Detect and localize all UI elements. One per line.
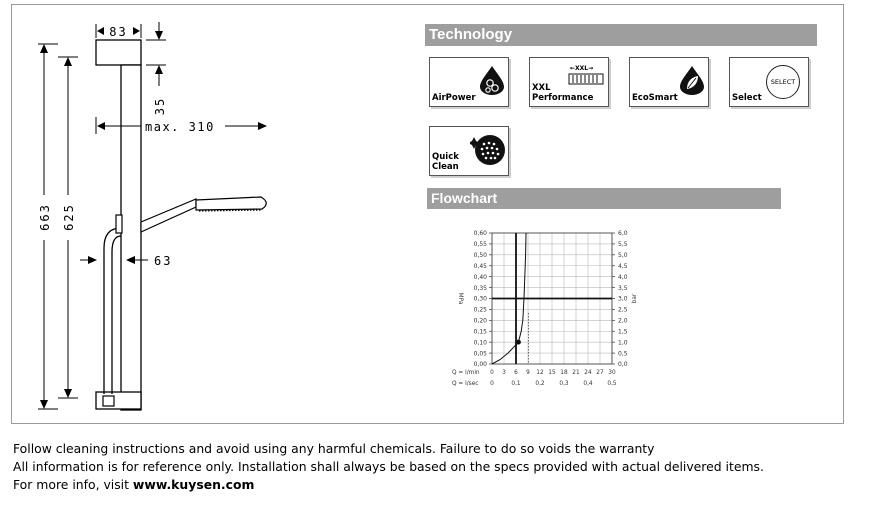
- dim-hose-offset: 63: [154, 254, 173, 268]
- y2-tick-label: 1,5: [618, 328, 628, 336]
- x2-tick-label: 0,2: [535, 381, 545, 387]
- y2-tick-label: 3,0: [618, 295, 628, 303]
- leaf-drop-icon: [678, 64, 706, 96]
- tech-airpower: [429, 57, 509, 107]
- dim-total-height: 663: [38, 203, 52, 231]
- flow-chart: [440, 225, 650, 395]
- y2-tick-label: 5,0: [618, 252, 628, 260]
- footer-more-info: [13, 476, 764, 494]
- x2-tick-label: 0,4: [583, 381, 593, 387]
- y-tick-label: 0,00: [473, 361, 487, 369]
- x-tick-label: 15: [548, 370, 556, 376]
- tech-label-quickclean: [432, 152, 459, 172]
- tech-label-select: Select: [732, 93, 762, 103]
- x-tick-label: 27: [596, 370, 604, 376]
- footer-notes: [13, 440, 764, 494]
- y2-tick-label: 0,5: [618, 350, 628, 358]
- hand-shower-handle: [141, 199, 196, 232]
- footer-warranty-note: Follow cleaning instructions and avoid using any harmful chemicals. Failure to do so voids the warranty: [13, 441, 655, 456]
- technology-heading: Technology: [425, 24, 817, 46]
- y-tick-label: 0,25: [473, 306, 487, 314]
- tech-select: [729, 57, 809, 107]
- x2-tick-label: 0,3: [559, 381, 569, 387]
- footer-reference-note: All information is for reference only. Installation shall always be based on the specs provided with actual delivered items.: [13, 459, 764, 474]
- y-tick-label: 0,50: [473, 252, 487, 260]
- hose-connector: [103, 396, 114, 406]
- tech-label-performance: Performance: [532, 93, 594, 103]
- y2-tick-label: 4,0: [618, 273, 628, 281]
- y2-tick-label: 5,5: [618, 241, 628, 249]
- dim-bar-width: 83: [109, 25, 128, 39]
- hand-shower-head: [196, 197, 266, 210]
- x2-tick-label: 0: [490, 381, 494, 387]
- x-tick-label: 0: [490, 370, 494, 376]
- y-tick-label: 0,40: [473, 273, 487, 281]
- website-link[interactable]: www.kuysen.com: [132, 477, 255, 492]
- tech-label-clean: Clean: [432, 162, 459, 172]
- y2-tick-label: 0,0: [618, 361, 628, 369]
- tech-label-quick: Quick: [432, 152, 459, 162]
- slider-holder: [116, 215, 122, 233]
- tech-label-ecosmart: EcoSmart: [632, 93, 678, 103]
- dim-reach: max. 310: [145, 120, 215, 134]
- y-tick-label: 0,05: [473, 350, 487, 358]
- y-tick-label: 0,45: [473, 262, 487, 270]
- x-tick-label: 24: [584, 370, 592, 376]
- y-tick-label: 0,30: [473, 295, 487, 303]
- x-tick-label: 30: [608, 370, 616, 376]
- select-button-icon: SELECT: [766, 65, 800, 99]
- flowchart-heading: Flowchart: [427, 188, 781, 209]
- nozzle-disc-icon: [470, 131, 506, 169]
- tech-xxl-performance: [529, 57, 609, 107]
- slide-rail: [121, 65, 141, 410]
- x-tick-label: 21: [572, 370, 580, 376]
- x-tick-label: 9: [526, 370, 530, 376]
- hose-inner: [112, 236, 121, 394]
- y2-tick-label: 2,5: [618, 306, 628, 314]
- y-tick-label: 0,55: [473, 241, 487, 249]
- x-tick-label: 6: [514, 370, 518, 376]
- operating-point: [516, 340, 521, 345]
- x2-axis-label: Q = l/sec: [452, 381, 479, 387]
- x2-tick-label: 0,5: [607, 381, 617, 387]
- footer-more-info-prefix: For more info, visit: [13, 477, 133, 492]
- dim-rail-height: 625: [62, 203, 76, 231]
- y2-axis-label: bar: [632, 293, 638, 304]
- y2-tick-label: 2,0: [618, 317, 628, 325]
- tech-label-xxl: XXL: [532, 83, 551, 93]
- y2-tick-label: 3,5: [618, 284, 628, 292]
- drop-bubbles-icon: [478, 64, 506, 96]
- x-tick-label: 18: [560, 370, 568, 376]
- tech-ecosmart: [629, 57, 709, 107]
- y2-tick-label: 6,0: [618, 230, 628, 238]
- x-tick-label: 12: [536, 370, 544, 376]
- top-wall-bracket: [96, 40, 141, 65]
- y2-tick-label: 4,5: [618, 262, 628, 270]
- y-tick-label: 0,10: [473, 339, 487, 347]
- tech-label-airpower: AirPower: [432, 93, 476, 103]
- y-axis-label: MPa: [457, 292, 463, 305]
- x-axis-label: Q = l/min: [452, 370, 480, 376]
- dim-upper: 35: [153, 96, 167, 116]
- y-tick-label: 0,60: [473, 230, 487, 238]
- tech-quickclean: [429, 126, 509, 176]
- x2-tick-label: 0,1: [511, 381, 521, 387]
- y-tick-label: 0,15: [473, 328, 487, 336]
- y-tick-label: 0,35: [473, 284, 487, 292]
- y2-tick-label: 1,0: [618, 339, 628, 347]
- y-tick-label: 0,20: [473, 317, 487, 325]
- tech-label-xxl-performance: [532, 83, 593, 103]
- xxl-arrow-text: ←XXL→: [570, 65, 594, 72]
- x-tick-label: 3: [502, 370, 506, 376]
